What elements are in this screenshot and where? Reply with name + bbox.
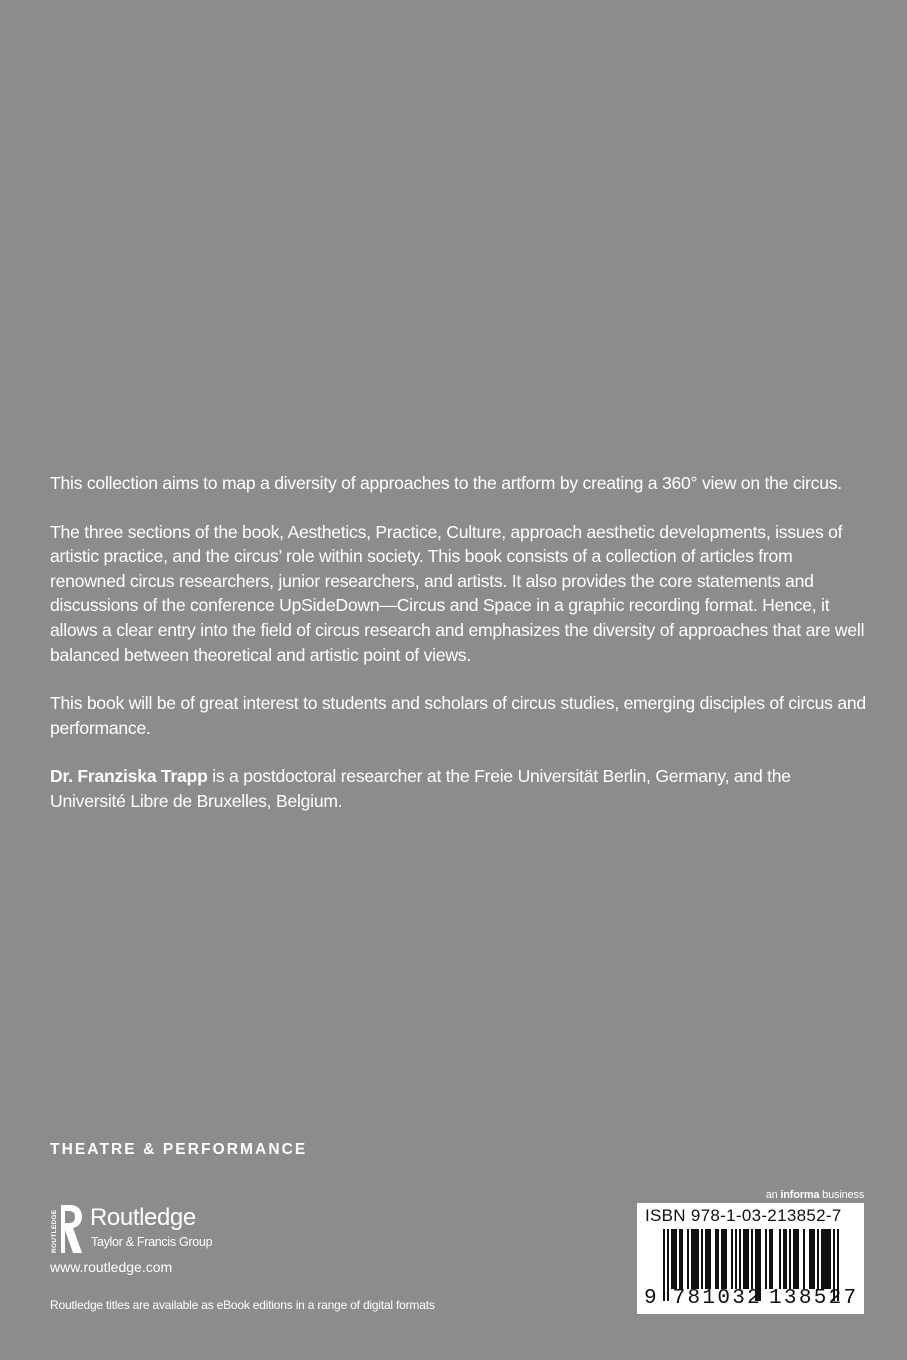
routledge-name: Routledge <box>90 1204 196 1231</box>
barcode-bar <box>785 1229 787 1289</box>
barcode-bar <box>717 1229 719 1289</box>
barcode-bar <box>693 1229 695 1289</box>
barcode-bar <box>707 1229 709 1289</box>
informa-brand: informa <box>780 1189 820 1201</box>
barcode-bar <box>811 1229 813 1289</box>
barcode-bar <box>681 1229 683 1289</box>
barcode-bar <box>747 1229 749 1289</box>
barcode-bar <box>817 1229 819 1289</box>
barcode-bar <box>709 1229 711 1289</box>
barcode-right-digits: 138527 <box>769 1287 859 1310</box>
barcode-bar <box>795 1229 797 1289</box>
barcode-left-digits: 781032 <box>672 1287 763 1310</box>
barcode-bar <box>825 1229 827 1289</box>
barcode-bar <box>675 1229 677 1289</box>
barcode-bar <box>797 1229 799 1289</box>
subject-category: THEATRE & PERFORMANCE <box>50 1141 308 1158</box>
barcode-bar <box>823 1229 825 1289</box>
barcode-bar <box>679 1229 681 1289</box>
author-name: Dr. Franziska Trapp <box>50 766 208 787</box>
barcode-lead-digit: 9 <box>644 1287 657 1310</box>
publisher-url: www.routledge.com <box>50 1259 173 1275</box>
barcode-bar <box>783 1229 785 1289</box>
barcode-bar <box>735 1229 737 1289</box>
routledge-r-icon <box>48 1203 84 1255</box>
barcode-bar <box>673 1229 675 1289</box>
barcode-bar <box>779 1229 781 1289</box>
barcode-bar <box>771 1229 773 1289</box>
barcode-bar <box>671 1229 673 1289</box>
barcode-bar <box>695 1229 697 1289</box>
barcode-bar <box>827 1229 829 1289</box>
barcode-bar <box>721 1229 723 1289</box>
barcode-bar <box>687 1229 689 1289</box>
barcode-bar <box>723 1229 725 1289</box>
author-bio-text: is a postdoctoral researcher at the Freie Universität Berlin, Germany, and the Université Libre de Bruxelles, Belgium. <box>50 766 791 811</box>
barcode-bar <box>701 1229 703 1289</box>
blurb-paragraph-2: The three sections of the book, Aesthetics, Practice, Culture, approach aesthetic developments, issues of artistic practice, and the circus’ role within society. This book consists of a collection of articles from renowned circus researchers, junior researchers, and artists. It also provides the core statements and discussions of the conference UpSideDown—Circus and Space in a graphic recording format. Hence, it allows a clear entry into the field of circus research and emphasizes the diversity of approaches that are well balanced between theoretical and artistic point of views. <box>50 521 865 665</box>
barcode-bar <box>751 1229 753 1289</box>
back-cover-blurb <box>50 471 870 838</box>
blurb-paragraph-3: This book will be of great interest to students and scholars of circus studies, emerging disciples of circus and performance. <box>50 693 866 738</box>
barcode-bar <box>809 1229 811 1289</box>
routledge-vertical-text: ROUTLEDGE <box>51 1209 58 1253</box>
barcode-bar <box>725 1229 727 1289</box>
barcode-bar <box>715 1229 717 1289</box>
informa-business-tag <box>766 1189 864 1201</box>
informa-suffix: business <box>819 1189 864 1201</box>
barcode-bar <box>743 1229 745 1289</box>
ebook-note: Routledge titles are available as eBook editions in a range of digital formats <box>50 1298 435 1312</box>
barcode-bar <box>691 1229 693 1289</box>
barcode-bar <box>829 1229 831 1289</box>
isbn-label: ISBN 978-1-03-213852-7 <box>645 1206 842 1225</box>
barcode-bar <box>803 1229 805 1289</box>
barcode-bar <box>793 1229 795 1289</box>
informa-prefix: an <box>765 1189 781 1201</box>
barcode-bar <box>821 1229 823 1289</box>
barcode-digits <box>644 1287 858 1310</box>
barcode-bar <box>745 1229 747 1289</box>
barcode-bar <box>697 1229 699 1289</box>
blurb-paragraph-1: This collection aims to map a diversity of approaches to the artform by creating a 360° view on the circus. <box>50 473 842 493</box>
publisher-group: Taylor & Francis Group <box>91 1235 213 1249</box>
barcode-bar <box>789 1229 791 1289</box>
barcode-bar <box>769 1229 771 1289</box>
isbn-barcode <box>637 1203 864 1314</box>
barcode-bar <box>731 1229 733 1289</box>
barcode-bar <box>705 1229 707 1289</box>
barcode-bar <box>739 1229 741 1289</box>
barcode-bar <box>813 1229 815 1289</box>
barcode-bar <box>765 1229 767 1289</box>
author-bio <box>50 764 870 813</box>
